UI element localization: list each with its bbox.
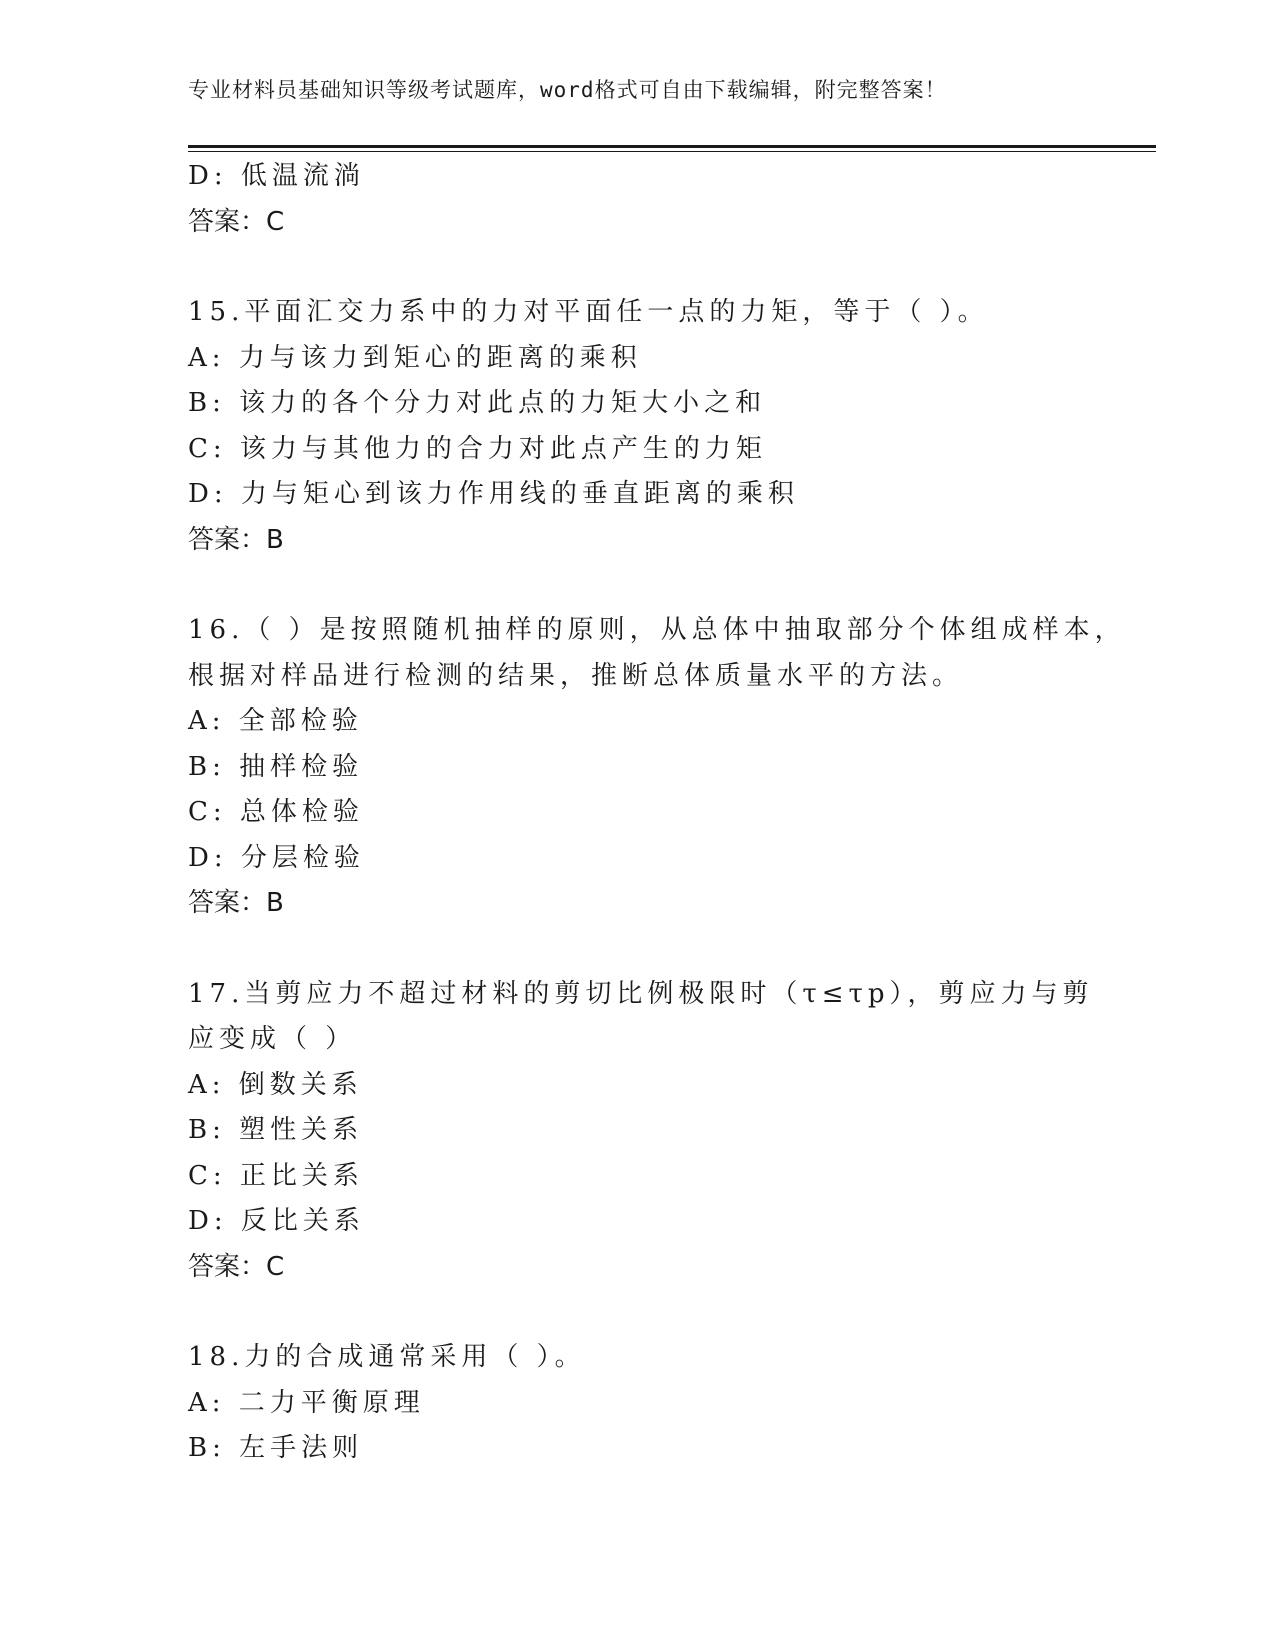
- answer: 答案：C: [188, 206, 285, 237]
- question-stem: 16.（ ）是按照随机抽样的原则，从总体中抽取部分个体组成样本，: [188, 615, 1126, 645]
- option-b: B: 塑性关系: [188, 1115, 364, 1145]
- option-a: A: 倒数关系: [188, 1069, 363, 1100]
- option-b: B: 左手法则: [188, 1433, 364, 1463]
- option-c: C: 总体检验: [188, 797, 364, 827]
- option-a: A: 力与该力到矩心的距离的乘积: [188, 342, 642, 373]
- option-b: B: 该力的各个分力对此点的力矩大小之和: [188, 388, 767, 418]
- question-stem: 18.力的合成通常采用（ ）。: [188, 1342, 586, 1372]
- question-stem: 15.平面汇交力系中的力对平面任一点的力矩，等于（ ）。: [188, 297, 989, 327]
- option-c: C: 该力与其他力的合力对此点产生的力矩: [188, 433, 767, 464]
- option-d: D: 分层检验: [188, 842, 365, 873]
- option-c: C: 正比关系: [188, 1160, 364, 1191]
- option-a: A: 二力平衡原理: [188, 1387, 425, 1418]
- question-stem-continued: 根据对样品进行检测的结果，推断总体质量水平的方法。: [188, 660, 964, 691]
- answer: 答案：B: [188, 524, 284, 555]
- option-d: D: 低温流淌: [188, 161, 365, 191]
- option-b: B: 抽样检验: [188, 751, 364, 782]
- question-stem: 17.当剪应力不超过材料的剪切比例极限时（τ≤τp），剪应力与剪: [188, 978, 1094, 1009]
- question-17: [188, 972, 1094, 1291]
- page-header: 专业材料员基础知识等级考试题库，word格式可自由下载编辑，附完整答案！: [188, 78, 947, 102]
- option-d: D: 反比关系: [188, 1206, 365, 1236]
- question-15: [188, 290, 1088, 563]
- question-stem-continued: 应变成（ ）: [188, 1024, 357, 1054]
- question-list: [188, 154, 1126, 1472]
- answer: 答案：B: [188, 888, 284, 918]
- question-16: [188, 608, 1126, 927]
- option-a: A: 全部检验: [188, 706, 363, 736]
- option-d: D: 力与矩心到该力作用线的垂直距离的乘积: [188, 479, 799, 509]
- question-18: [188, 1335, 1088, 1472]
- answer: 答案：C: [188, 1251, 285, 1282]
- header-rule-thin: [188, 151, 1156, 152]
- header-rule-thick: [188, 145, 1156, 148]
